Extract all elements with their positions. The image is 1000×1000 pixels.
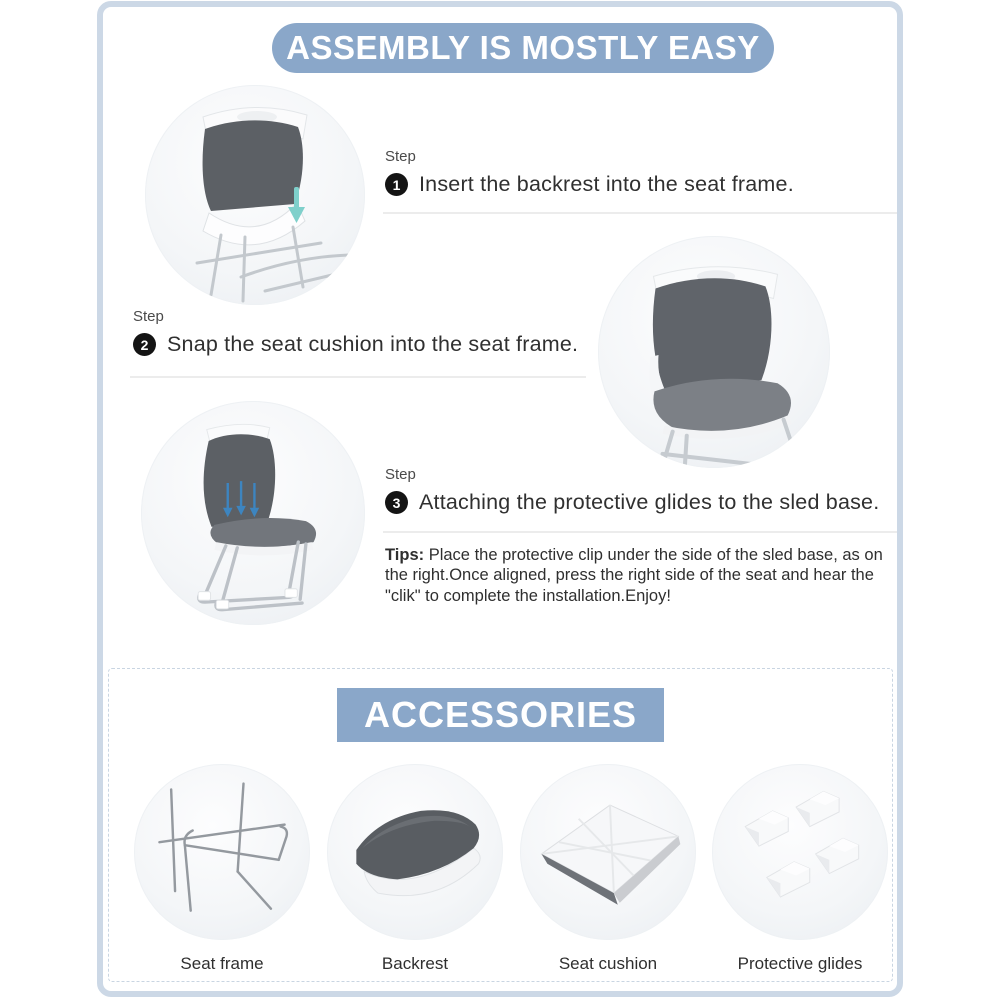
tips-text: Place the protective clip under the side of the sled base, as on the right.Once aligned, press the right side of the seat and hear the "clik" to complete the installation.Enjoy! <box>385 546 883 605</box>
step-3-photo <box>141 401 365 625</box>
accessories-banner <box>337 688 664 742</box>
press-arrows-icon <box>223 481 259 517</box>
accessory-backrest-photo <box>327 764 503 940</box>
step-2-text: Snap the seat cushion into the seat frame. <box>167 332 579 356</box>
sled-base-chair-illustration <box>141 401 365 625</box>
backrest-insert-illustration <box>145 85 365 305</box>
title-banner-text: ASSEMBLY IS MOSTLY EASY <box>286 29 760 66</box>
step-1-text: Insert the backrest into the seat frame. <box>419 172 794 196</box>
step-2-photo <box>598 236 830 468</box>
accessory-protective-glides-photo <box>712 764 888 940</box>
seat-cushion-underside-illustration <box>520 764 696 940</box>
protective-glides-illustration <box>712 764 888 940</box>
accessories-banner-text: ACCESSORIES <box>363 694 638 735</box>
step-3-number-badge: 3 <box>385 491 408 514</box>
step-1-number-badge: 1 <box>385 173 408 196</box>
step-2-block <box>133 308 578 357</box>
accessory-seat-cushion-photo <box>520 764 696 940</box>
step-3-label: Step <box>385 466 416 483</box>
tips-paragraph <box>385 545 900 606</box>
step-2-label: Step <box>133 308 164 325</box>
step-2-divider <box>130 376 586 378</box>
step-1-divider <box>383 212 897 214</box>
accessory-seat-frame-label: Seat frame <box>180 954 264 973</box>
step-3-text: Attaching the protective glides to the sled base. <box>419 490 880 514</box>
step-3-divider <box>383 531 897 533</box>
step-1-label: Step <box>385 148 416 165</box>
title-banner <box>272 23 774 73</box>
accessory-backrest-label: Backrest <box>381 954 449 973</box>
tips-label: Tips: <box>385 546 425 564</box>
backrest-part-illustration <box>327 764 503 940</box>
step-1-photo <box>145 85 365 305</box>
seat-frame-wire-illustration <box>134 764 310 940</box>
accessory-seat-frame-photo <box>134 764 310 940</box>
step-1-block <box>385 148 794 197</box>
accessory-seat-cushion-label: Seat cushion <box>558 954 658 973</box>
accessory-protective-glides-label: Protective glides <box>737 954 863 973</box>
assembled-chair-illustration <box>598 236 830 468</box>
step-3-block <box>385 466 879 515</box>
step-2-number-badge: 2 <box>133 333 156 356</box>
